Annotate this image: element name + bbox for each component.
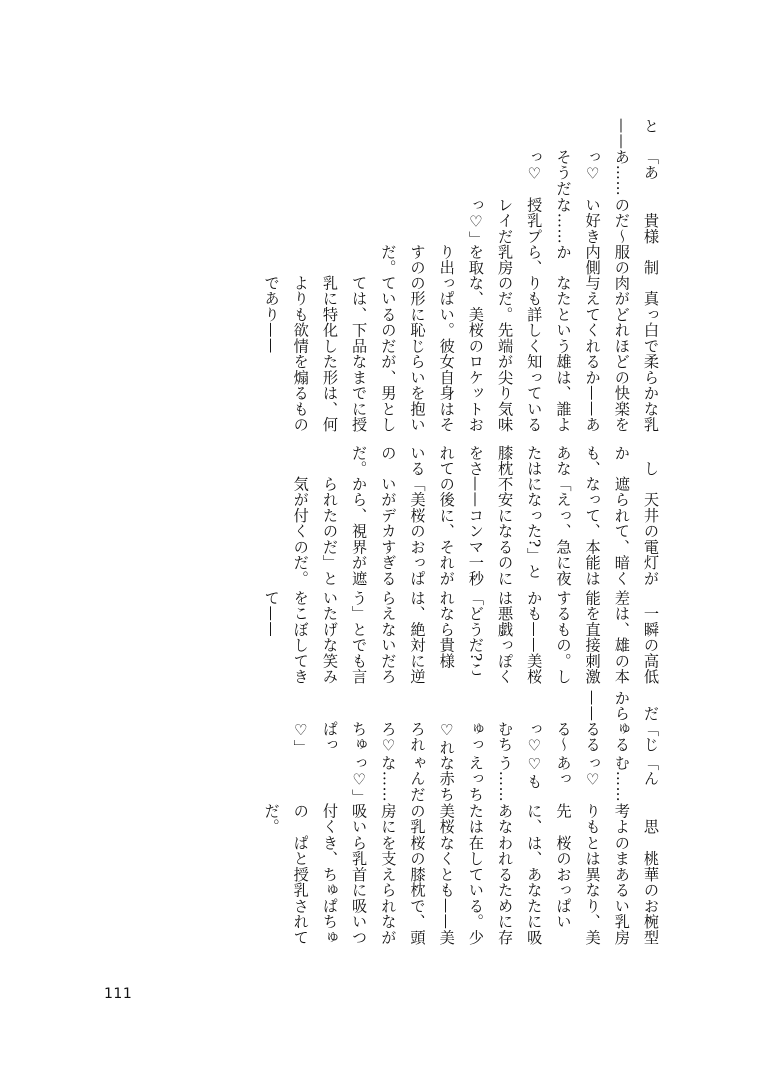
paragraph: 桃華のお椀型のまあるい乳房とは異なり、美桜のおっぱいは、あなたに吸われるために存在している。少なくとも——美桜の膝枕で、頭を支えられながら乳首に吸いつき、ちゅぱちゅぱと授乳されて [291,835,660,946]
page-number: 111 [104,986,133,1002]
paragraph: だから—— [583,689,660,722]
paragraph: 一瞬の高低差は、雄の本能を直接刺激するもの。しかも——美桜は悪戯っぽく「どうだ?これなら貴様は、絶対に逆らえないだろう」とでも言いたげな笑みをこぼしてきて—— [262,589,660,685]
paragraph: と—— [612,118,660,150]
vertical-text-block [92,118,665,948]
paragraph: 「ああ……っ♡そうだっ♡ [525,149,660,197]
paragraph: しかも、あなたは膝枕をされているのだ。 [350,444,660,477]
paragraph: 真っ白で柔らかな乳肉がどれほどの快楽を与えてくれるか——あなたという雄は、誰よりも詳しく知っているのだ。先端が尖り気味な、美桜のロケットおっぱい。彼女自身はその形に恥じらいを抱いているのだが、男としては、下品なまでに授乳に特化した形は、何よりも欲情を煽るものであり—— [262,275,660,433]
paragraph: 「じゅるるるる～っ♡むちゅっ♡れろれろ♡ちゅぱっ♡」 [291,721,660,756]
paragraph: 思考よりも先に、あなたは美桜の乳房に吸い付くのだ。 [262,802,660,835]
paragraph: 制服の内側から、乳房を取り出すのだ。 [379,243,660,276]
paragraph: 天井の電灯が遮られて、暗くなって、本能は「えっ、急に夜になった?」と不安になるのに——コンマ一秒の後に、それが「美桜のおっぱいがデカすぎるから、視界が遮られたのだ」と気が付くのだ。 [291,476,660,587]
paragraph: 貴様のだ～い好きな……授乳プレイだっ♡」 [466,196,660,247]
paragraph: 「んむ……っ♡あっ♡もう……えっちな赤ちゃんだな……っ♡」 [350,755,660,806]
